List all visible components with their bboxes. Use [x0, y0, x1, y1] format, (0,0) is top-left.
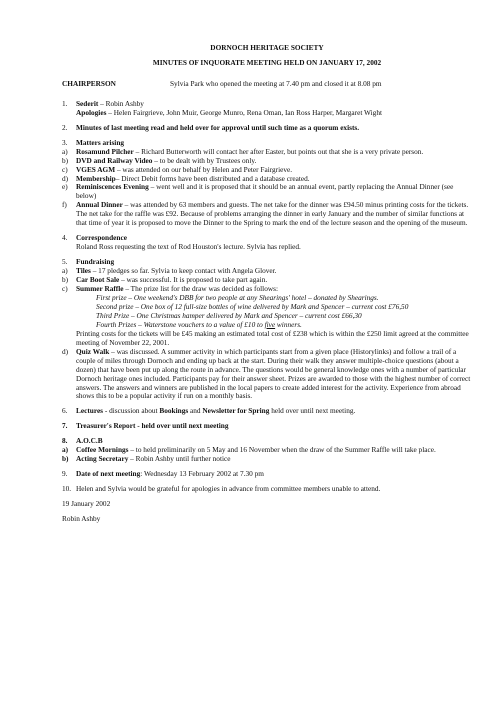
minutes-document	[62, 44, 472, 524]
list-item: a) Rosamund Pilcher – Richard Butterworth will contact her after Easter, but points out that she is a very private person.	[62, 146, 424, 156]
list-item: b) Acting Secretary – Robin Ashby until further notice	[62, 454, 231, 464]
section-number: 10.	[62, 484, 72, 494]
correspondence-text: Roland Ross requesting the text of Rod Houston's lecture. Sylvia has replied.	[76, 242, 301, 252]
section-heading: Correspondence	[76, 233, 127, 243]
section-next-meeting: 9. Date of next meeting: Wednesday 13 February 2002 at 7.30 pm	[62, 469, 264, 479]
section-matters-arising	[62, 139, 472, 229]
list-item: a) Tiles – 17 pledges so far. Sylvia to keep contact with Angela Glover.	[62, 266, 277, 276]
section-number: 3.	[62, 137, 68, 147]
org-name: DORNOCH HERITAGE SOCIETY	[210, 43, 324, 52]
section-heading: Matters arising	[76, 137, 125, 147]
list-item: f) Annual Dinner – was attended by 63 members and guests. The net take for the dinner was £94.50 minus printing costs for the tickets. The net take for the raffle was £92. Because of problems arranging the dinner in early January and the number of similar functions at that time of year it is proposed to move the Dinner to the Spring to mark the end of the lecture season and the opening of the museum.	[62, 200, 469, 228]
section-number: 5.	[62, 257, 68, 267]
section-lectures: 6. Lectures - discussion about Bookings and Newsletter for Spring held over until next meeting.	[62, 406, 356, 416]
list-item: d) Quiz Walk – was discussed. A summer activity in which participants start from a given place (Historylinks) and follow a trail of a couple of miles through Dornoch and ending up back at the start. During their walk they answer multiple-choice questions (about a dozen) that have been put up along the route in advance. The questions would be general knowledge ones with a number of particular Dornoch heritage ones included. Participants pay for their answer sheet. Prizes are awarded to those with the highest number of correct answers. The answers and winners are published in the local papers to create added interest for the activity. Experience from abroad shows this to be a popular activity if run on a monthly basis.	[62, 346, 471, 401]
section-number: 2.	[62, 122, 68, 132]
sederit-label: Sederit	[76, 98, 99, 108]
section-aocb	[62, 437, 472, 464]
section-heading: Fundraising	[76, 257, 115, 267]
apologies-label: Apologies	[76, 107, 107, 117]
chairperson-text: Sylvia Park who opened the meeting at 7.40 pm and closed it at 8.08 pm	[170, 78, 382, 88]
apologies-text: – Helen Fairgrieve, John Muir, George Munro, Rena Oman, Ian Ross Harper, Margaret Wight	[106, 107, 383, 117]
document-title: MINUTES OF INQUORATE MEETING HELD ON JANUARY 17, 2002	[152, 57, 382, 67]
section-treasurer: 7. Treasurer's Report - held over until next meeting	[62, 421, 229, 431]
list-item: c) Summer Raffle – The prize list for the draw was decided as follows: First prize – One weekend's DBB for two people at any Shearings' hotel – donated by Shearings. Second prize – One box of 12 full-size bottles of wine delivered by Mark and Spencer – current cost £76,50 Third Prize – One Christmas hamper delivered by Mark and Spencer – current cost £66,30 Fourth Prizes – Waterstone vouchers to a value of £10 to five winners. Printing costs for the tickets will be £45 making an estimated total cost of £238 which is within the £250 limit agreed at the committee meeting of November 22, 2001.	[62, 285, 472, 348]
section-heading: A.O.C.B	[76, 436, 103, 446]
raffle-prize: Fourth Prizes – Waterstone vouchers to a value of £10 to five winners.	[96, 319, 302, 329]
list-item: d) Membership– Direct Debit forms have been distributed and a database created.	[62, 173, 310, 183]
section-correspondence	[62, 234, 472, 252]
footer-signature: Robin Ashby	[62, 514, 101, 524]
list-item: c) VGES AGM – was attended on our behalf by Helen and Peter Fairgrieve.	[62, 164, 293, 174]
printing-costs: Printing costs for the tickets will be £45 making an estimated total cost of £238 which is within the £250 limit agreed at the committee meeting of November 22, 2001.	[76, 328, 469, 347]
section-number: 9.	[62, 469, 68, 479]
section-number: 8.	[62, 436, 68, 446]
raffle-prize: Second prize – One box of 12 full-size bottles of wine delivered by Mark and Spencer – current cost £76,50	[96, 301, 409, 311]
sederit-text: – Robin Ashby	[98, 98, 144, 108]
list-item: b) DVD and Railway Video – to be dealt with by Trustees only.	[62, 155, 257, 165]
list-item: e) Reminiscences Evening – went well and it is proposed that it should be an annual event, partly replacing the Annual Dinner (see below)	[62, 182, 454, 201]
section-sederit	[62, 100, 472, 118]
raffle-prize: Third Prize – One Christmas hamper delivered by Mark and Spencer – current cost £66,30	[96, 310, 362, 320]
list-item: b) Car Boot Sale – was successful. It is proposed to take part again.	[62, 275, 268, 285]
section-minutes	[62, 124, 472, 133]
section-fundraising	[62, 258, 472, 401]
list-item: a) Coffee Mornings – to held preliminarily on 5 May and 16 November when the draw of the Summer Raffle will take place.	[62, 445, 436, 455]
footer-date: 19 January 2002	[62, 499, 111, 509]
section-number: 6.	[62, 406, 68, 416]
chairperson-label: CHAIRPERSON	[62, 78, 116, 88]
minutes-text: Minutes of last meeting read and held over for approval until such time as a quorum exists.	[76, 122, 360, 132]
section-apologies-note: 10. Helen and Sylvia would be grateful for apologies in advance from committee members unable to attend.	[62, 484, 381, 494]
section-number: 1.	[62, 98, 68, 108]
chairperson-line	[62, 80, 472, 89]
raffle-prize: First prize – One weekend's DBB for two people at any Shearings' hotel – donated by Shearings.	[96, 292, 379, 302]
section-number: 7.	[62, 421, 68, 431]
section-number: 4.	[62, 233, 68, 243]
